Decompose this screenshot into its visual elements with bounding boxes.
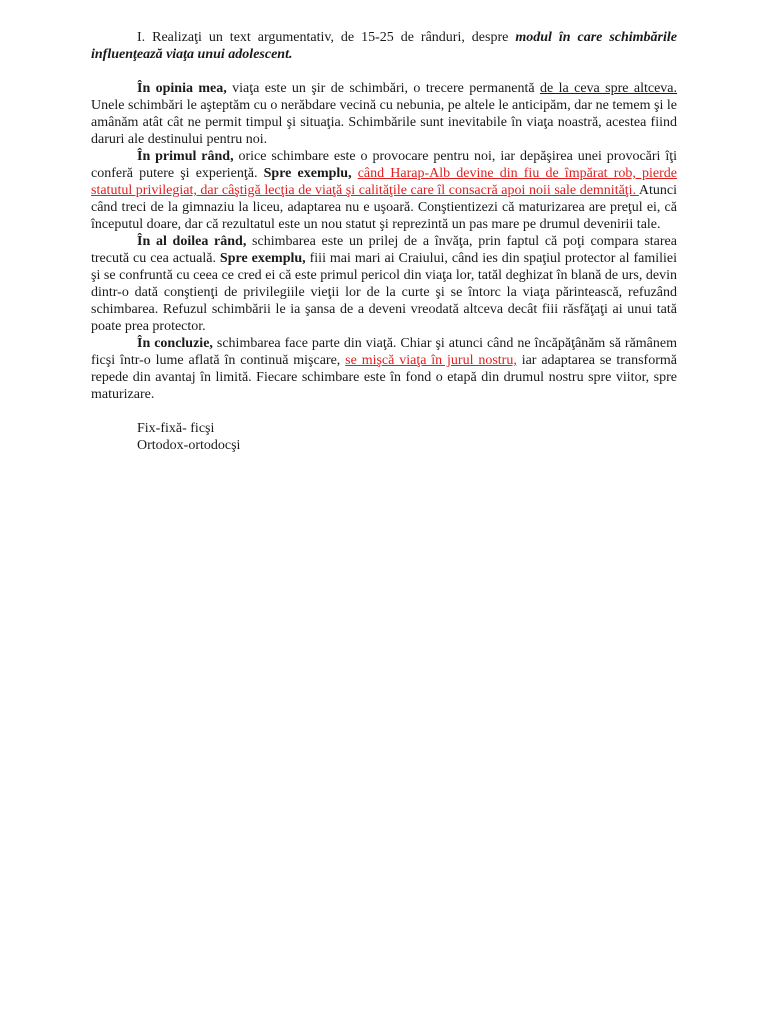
- example-lead: Spre exemplu,: [219, 251, 306, 266]
- paragraph-lead: În primul rând,: [137, 149, 234, 164]
- paragraph-text: Unele schimbări le aşteptăm cu o nerăbdare vecină cu nebunia, pe altele le anticipăm, dar ne temem şi le amânăm atât cât ne permit timpul şi situaţia. Schimbările sunt inevitabile în viaţa noastră, acestea fiind daruri ale destinului pentru noi.: [91, 98, 677, 147]
- paragraph-text: schimbarea face parte din viaţă. Chiar şi atunci când ne încăpăţânăm să rămânem ficşi într-o lume aflată în continuă mişcare,: [91, 336, 677, 368]
- red-underlined-text: se mişcă viaţa în jurul nostru,: [345, 353, 517, 368]
- paragraph-text: schimbarea este un prilej de a învăţa, prin faptul că poţi compara starea trecută cu cea actuală.: [91, 234, 677, 266]
- paragraph-text: Atunci când treci de la gimnaziu la liceu, adaptarea nu e uşoară. Conştientizezi că maturizarea are preţul ei, că începutul doare, dar că rezultatul este un nou statut şi reprezintă un pas mare pe drumul devenirii tale.: [91, 183, 677, 232]
- document-page: [91, 29, 677, 454]
- paragraph-opinion: [91, 80, 677, 148]
- task-topic: modul în care schimbările influenţează viaţa unui adolescent.: [91, 30, 677, 62]
- example-lead: Spre exemplu,: [263, 166, 352, 181]
- blank-line: [91, 63, 677, 80]
- task-intro: I. Realizaţi un text argumentativ, de 15-25 de rânduri, despre: [137, 30, 516, 45]
- paragraph-text: fiii mai mari ai Craiului, când ies din spaţiul protector al familiei şi se confruntă cu ceea ce cred ei că este primul pericol din viaţa lor, tatăl deghizat în blană de urs, devin dintr-o dată conştienţi de privilegiile vieţii lor de la curte şi se întorc la viaţa părintească, refuzând schimbarea. Refuzul schimbării le ia şansa de a deveni vreodată altceva decât fiii răsfăţaţi ai unui tată poate prea protector.: [91, 251, 677, 334]
- paragraph-first-argument: [91, 148, 677, 233]
- paragraph-lead: În concluzie,: [137, 336, 213, 351]
- paragraph-second-argument: [91, 233, 677, 335]
- note-line: Ortodox-ortodocşi: [137, 438, 241, 453]
- task-statement: [91, 29, 677, 63]
- paragraph-conclusion: [91, 335, 677, 403]
- red-underlined-text: când Harap-Alb devine din fiu de împărat rob, pierde statutul privilegiat, dar câştigă lecţia de viaţă şi calităţile care îl consacră apoi noii sale demnităţi.: [91, 166, 677, 198]
- note-line: Fix-fixă- ficşi: [137, 421, 215, 436]
- paragraph-text: viaţa este un şir de schimbări, o trecere permanentă: [226, 81, 540, 96]
- paragraph-lead: În opinia mea,: [137, 81, 227, 96]
- paragraph-lead: În al doilea rând,: [137, 234, 247, 249]
- underlined-text: de la ceva spre altceva.: [540, 81, 678, 96]
- blank-line: [91, 403, 677, 420]
- paragraph-text: iar adaptarea se transformă repede din avantaj în limită. Fiecare schimbare este în fond o etapă din drumul nostru spre viitor, spre maturizare.: [91, 353, 677, 402]
- paragraph-text: orice schimbare este o provocare pentru noi, iar depăşirea unei provocări îţi conferă putere şi experienţă.: [91, 149, 678, 181]
